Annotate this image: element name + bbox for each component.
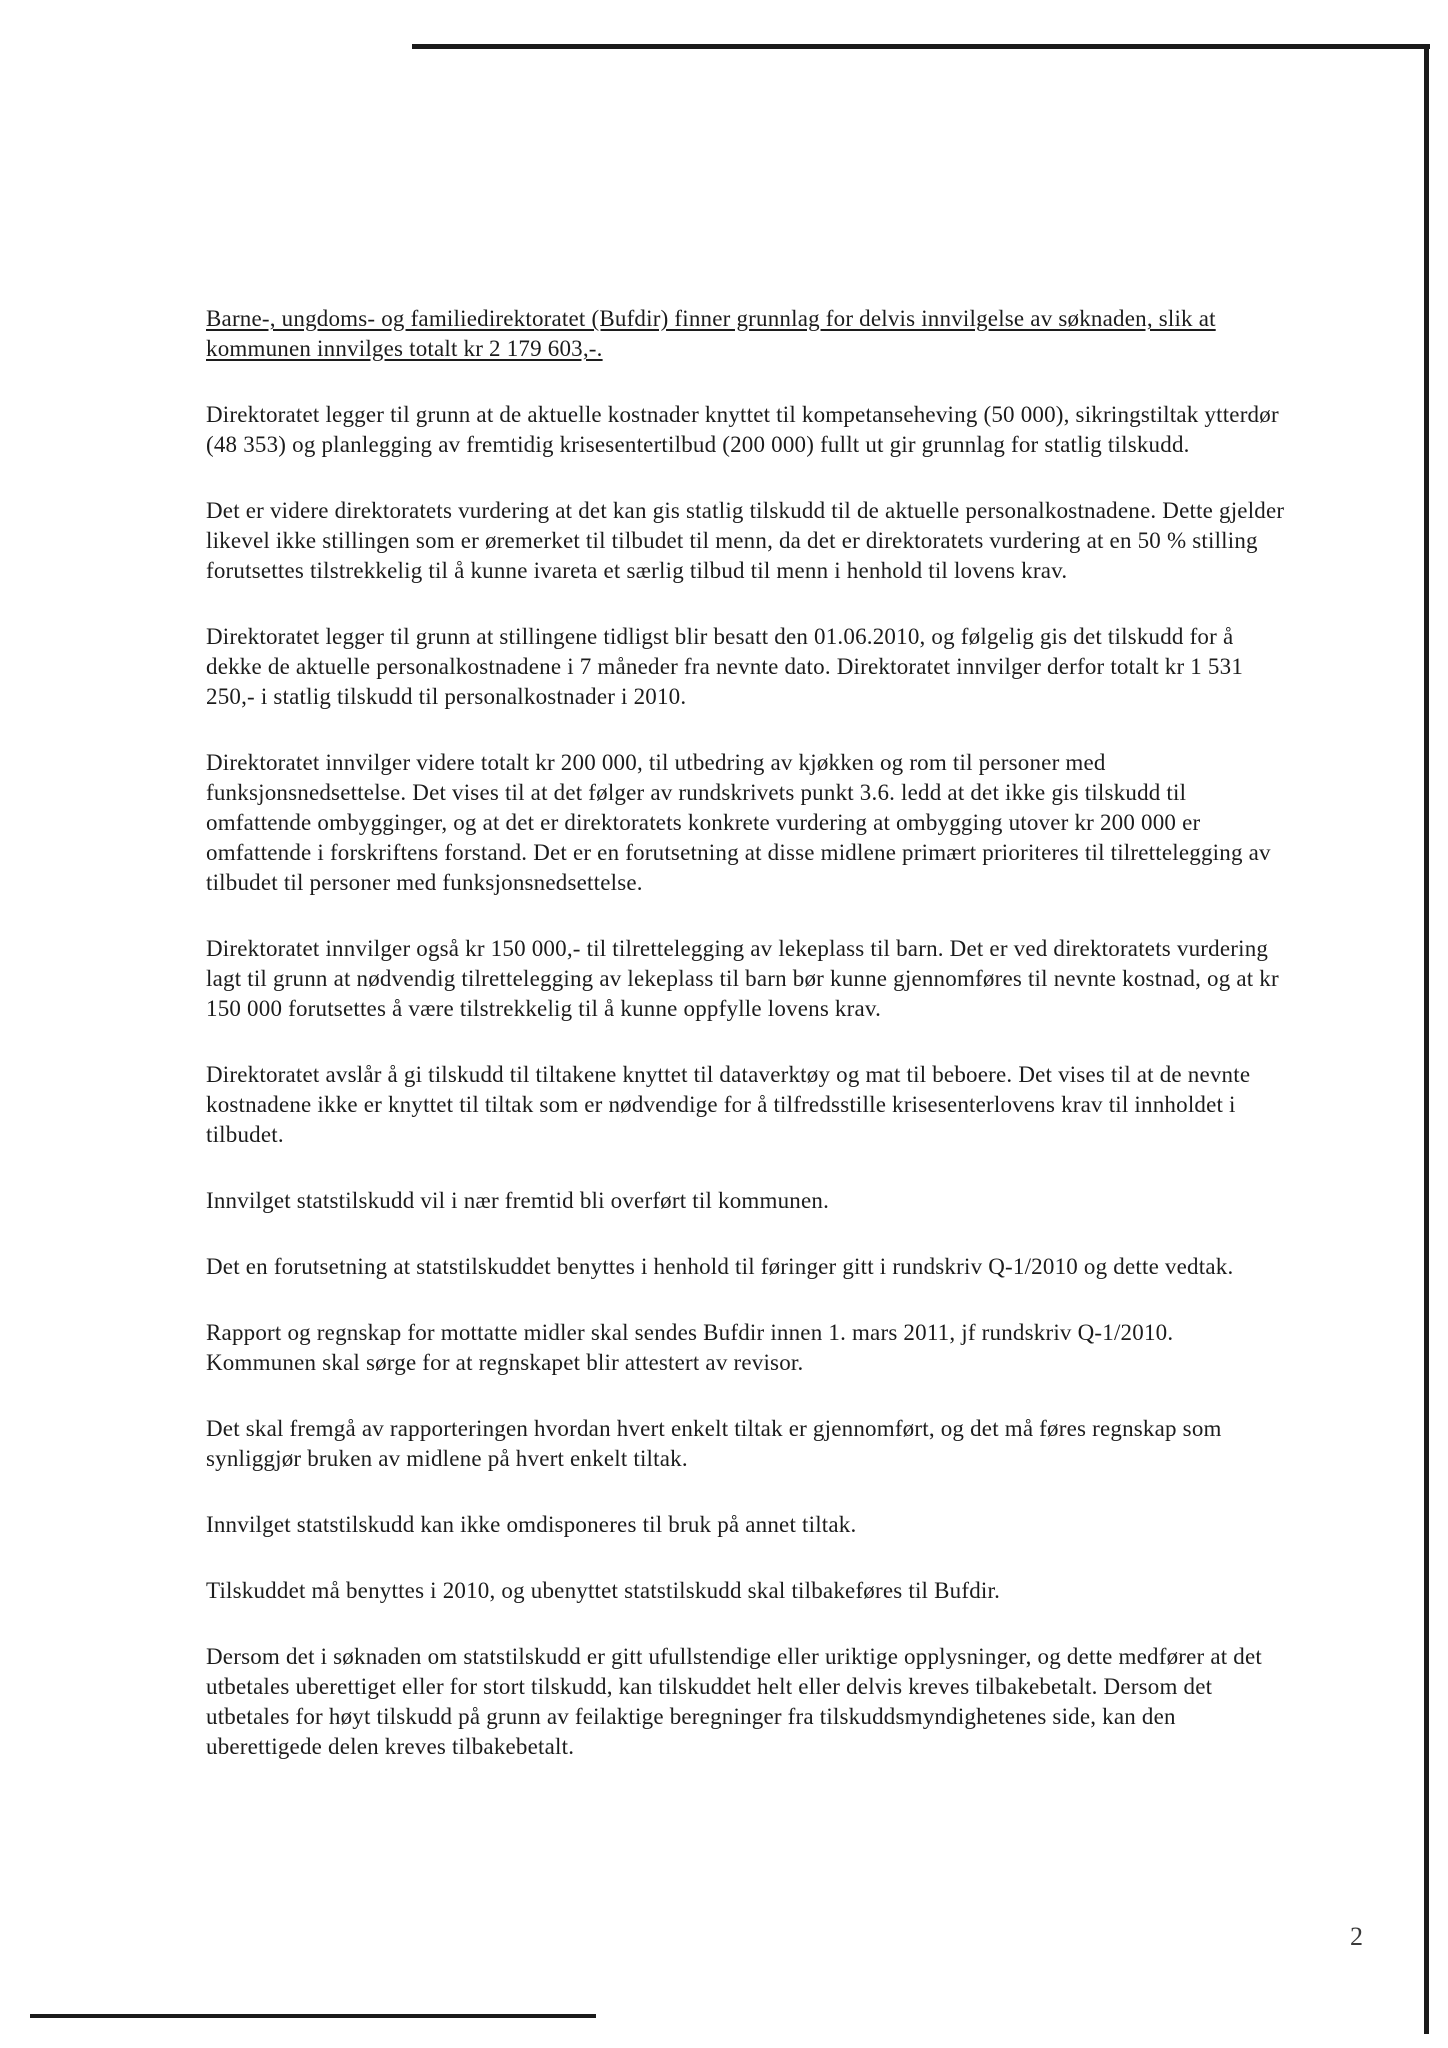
paragraph-personalkostnader: Det er videre direktoratets vurdering at det kan gis statlig tilskudd til de aktuelle personalkostnadene. Dette gjelder likevel ikke stillingen som er øremerket til tilbudet til menn, da det er direktoratets vurdering at en 50 % stilling forutsettes tilstrekkelig til å kunne ivareta et særlig tilbud til menn i henhold til lovens krav. bbox=[206, 498, 1285, 583]
paragraph-tilbakeforing: Tilskuddet må benyttes i 2010, og ubenyttet statstilskudd skal tilbakeføres til Bufdir. bbox=[206, 1578, 1001, 1603]
paragraph-avslag: Direktoratet avslår å gi tilskudd til tiltakene knyttet til dataverktøy og mat til beboere. Det vises til at de nevnte kostnadene ikke er knyttet til tiltak som er nødvendige for å tilfredsstille krisesenterlovens krav til innholdet i tilbudet. bbox=[206, 1062, 1251, 1147]
paragraph-kjokken: Direktoratet innvilger videre totalt kr 200 000, til utbedring av kjøkken og rom til personer med funksjonsnedsettelse. Det vises til at det følger av rundskrivets punkt 3.6. ledd at det ikke gis tilskudd til omfattende ombygginger, og at det er direktoratets konkrete vurdering at ombygging utover kr 200 000 er omfattende i forskriftens forstand. Det er en forutsetning at disse midlene primært prioriteres til tilrettelegging av tilbudet til personer med funksjonsnedsettelse. bbox=[206, 750, 1271, 895]
letter-body bbox=[206, 304, 1286, 1798]
top-rule bbox=[412, 44, 1430, 49]
bottom-rule bbox=[30, 2014, 596, 2018]
page-number: 2 bbox=[1350, 1922, 1363, 1951]
paragraph-tilbakebetaling: Dersom det i søknaden om statstilskudd er gitt ufullstendige eller uriktige opplysninger, og dette medfører at det utbetales uberettiget eller for stort tilskudd, kan tilskuddet helt eller delvis kreves tilbakebetalt. Dersom det utbetales for høyt tilskudd på grunn av feilaktige beregninger fra tilskuddsmyndighetenes side, kan den uberettigede delen kreves tilbakebetalt. bbox=[206, 1644, 1263, 1759]
paragraph-stillinger: Direktoratet legger til grunn at stillingene tidligst blir besatt den 01.06.2010, og følgelig gis det tilskudd for å dekke de aktuelle personalkostnadene i 7 måneder fra nevnte dato. Direktoratet innvilger derfor totalt kr 1 531 250,- i statlig tilskudd til personalkostnader i 2010. bbox=[206, 624, 1244, 709]
paragraph-lekeplass: Direktoratet innvilger også kr 150 000,- til tilrettelegging av lekeplass til barn. Det er ved direktoratets vurdering lagt til grunn at nødvendig tilrettelegging av lekeplass til barn bør kunne gjennomføres til nevnte kostnad, og at kr 150 000 forutsettes å være tilstrekkelig til å kunne oppfylle lovens krav. bbox=[206, 936, 1279, 1021]
paragraph-kompetanseheving: Direktoratet legger til grunn at de aktuelle kostnader knyttet til kompetanseheving (50 000), sikringstiltak ytterdør (48 353) og planlegging av fremtidig krisesentertilbud (200 000) fullt ut gir grunnlag for statlig tilskudd. bbox=[206, 402, 1279, 457]
paragraph-rapportering: Det skal fremgå av rapporteringen hvordan hvert enkelt tiltak er gjennomført, og det må føres regnskap som synliggjør bruken av midlene på hvert enkelt tiltak. bbox=[206, 1416, 1222, 1471]
paragraph-forutsetning: Det en forutsetning at statstilskuddet benyttes i henhold til føringer gitt i rundskriv Q-1/2010 og dette vedtak. bbox=[206, 1254, 1234, 1279]
paragraph-omdisponering: Innvilget statstilskudd kan ikke omdisponeres til bruk på annet tiltak. bbox=[206, 1512, 857, 1537]
paragraph-rapport: Rapport og regnskap for mottatte midler skal sendes Bufdir innen 1. mars 2011, jf rundskriv Q-1/2010. Kommunen skal sørge for at regnskapet blir attestert av revisor. bbox=[206, 1320, 1174, 1375]
right-border-line bbox=[1424, 44, 1429, 2034]
intro-paragraph: Barne-, ungdoms- og familiedirektoratet (Bufdir) finner grunnlag for delvis innvilgelse av søknaden, slik at kommunen innvilges totalt kr 2 179 603,-. bbox=[206, 306, 1216, 361]
paragraph-overforing: Innvilget statstilskudd vil i nær fremtid bli overført til kommunen. bbox=[206, 1188, 830, 1213]
